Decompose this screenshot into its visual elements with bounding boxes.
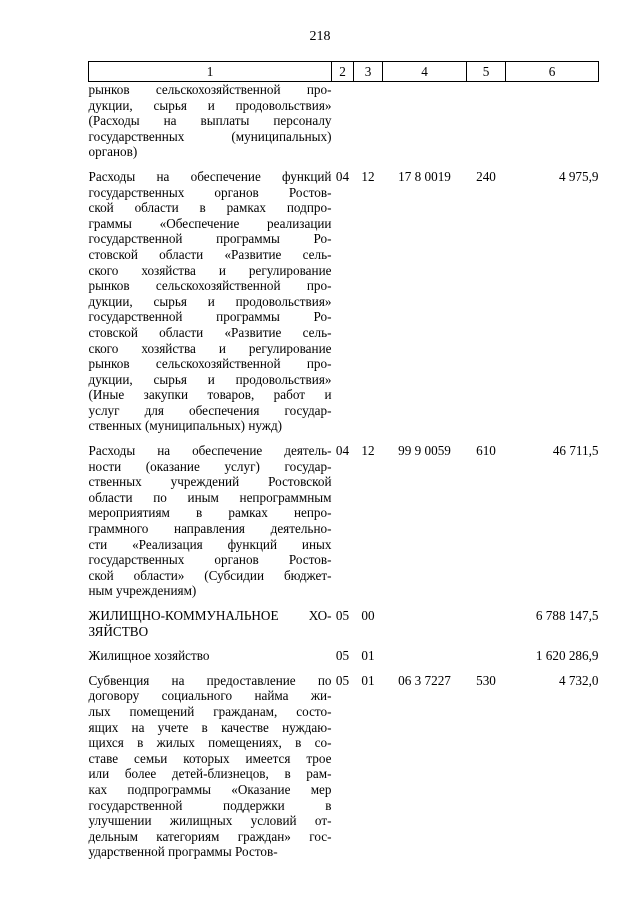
row-description xyxy=(89,160,332,434)
subsection-code xyxy=(354,82,383,160)
description-line: услуг для обеспечения государ- xyxy=(88,402,332,418)
description-line: (Иные закупки товаров, работ и xyxy=(88,387,332,403)
description-line: области по иным непрограммным xyxy=(88,489,332,505)
description-line: или более детей-близнецов, в рам- xyxy=(88,766,332,782)
column-header-6: 6 xyxy=(506,62,599,82)
description-line: сти «Реализация функций иных xyxy=(88,536,332,552)
description-line: ственных (муниципальных) нужд) xyxy=(88,418,283,434)
description-line: мероприятиям в рамках непро- xyxy=(88,505,332,521)
column-header-1: 1 xyxy=(89,62,332,82)
column-header-4: 4 xyxy=(383,62,467,82)
table-row xyxy=(89,664,599,860)
column-header-5: 5 xyxy=(467,62,506,82)
row-description xyxy=(89,664,332,860)
description-line: Жилищное хозяйство xyxy=(88,648,210,664)
amount: 4 732,0 xyxy=(558,672,599,688)
amount: 1 620 286,9 xyxy=(535,648,599,664)
expense-type-code xyxy=(467,599,506,639)
row-description xyxy=(89,639,332,664)
description-line: стовской области «Развитие сель- xyxy=(88,324,332,340)
description-line: улучшении жилищных условий от- xyxy=(88,813,332,829)
section-code: 05 xyxy=(335,672,350,688)
description-line: ящих на учете в качестве нуждаю- xyxy=(88,719,332,735)
description-line: дельным категориям граждан» гос- xyxy=(88,828,332,844)
subsection-code: 01 xyxy=(361,648,375,664)
description-line: дукции, сырья и продовольствия» xyxy=(88,371,332,387)
section-code: 05 xyxy=(335,648,350,664)
description-line: ственных учреждений Ростовской xyxy=(88,474,332,490)
table-row xyxy=(89,639,599,664)
description-line: государственной поддержки в xyxy=(88,797,332,813)
subsection-code: 12 xyxy=(361,443,375,459)
description-line: договору социального найма жи- xyxy=(88,688,332,704)
description-line: Субвенция на предоставление по xyxy=(88,672,332,688)
amount: 46 711,5 xyxy=(552,443,599,459)
budget-table xyxy=(88,61,599,860)
description-line: дукции, сырья и продовольствия» xyxy=(88,293,332,309)
description-line: граммного направления деятельно- xyxy=(88,521,332,537)
description-line: ударственной программы Ростов- xyxy=(88,844,278,860)
table-row xyxy=(89,82,599,160)
description-line: Расходы на обеспечение деятель- xyxy=(88,443,332,459)
expense-type-code xyxy=(467,639,506,664)
target-article-code xyxy=(383,639,467,664)
description-line: рынков сельскохозяйственной про- xyxy=(88,82,332,97)
target-article-code xyxy=(383,599,467,639)
row-description xyxy=(89,599,332,639)
column-header-2: 2 xyxy=(332,62,354,82)
target-article-code xyxy=(383,82,467,160)
target-article-code: 99 9 0059 xyxy=(398,443,451,459)
description-line: ской области в рамках подпро- xyxy=(88,200,332,216)
description-line: Расходы на обеспечение функций xyxy=(88,168,332,184)
subsection-code: 12 xyxy=(361,168,375,184)
description-line: органов) xyxy=(88,144,138,160)
description-line: ской области» (Субсидии бюджет- xyxy=(88,567,332,583)
amount xyxy=(506,82,599,160)
amount: 6 788 147,5 xyxy=(535,608,599,623)
description-line: ках подпрограммы «Оказание мер xyxy=(88,781,332,797)
table-row xyxy=(89,599,599,639)
section-code xyxy=(332,82,354,160)
section-code: 04 xyxy=(335,443,350,459)
page-number: 218 xyxy=(309,29,331,44)
description-line: ЖИЛИЩНО-КОММУНАЛЬНОЕ ХО- xyxy=(88,608,332,623)
row-description xyxy=(89,82,332,160)
description-line: государственных (муниципальных) xyxy=(88,128,332,144)
description-line: ского хозяйства и регулирование xyxy=(88,340,332,356)
description-line: государственных органов Ростов- xyxy=(88,184,332,200)
description-line: государственной программы Ро- xyxy=(88,231,332,247)
target-article-code: 06 3 7227 xyxy=(398,672,451,688)
description-line: (Расходы на выплаты персоналу xyxy=(88,113,332,129)
expense-type-code xyxy=(467,82,506,160)
section-code: 05 xyxy=(335,608,350,623)
description-line: ным учреждениям) xyxy=(88,583,197,599)
column-header-3: 3 xyxy=(354,62,383,82)
table-row xyxy=(89,434,599,599)
description-line: граммы «Обеспечение реализации xyxy=(88,215,332,231)
description-line: государственной программы Ро- xyxy=(88,309,332,325)
row-description xyxy=(89,434,332,599)
description-line: ЗЯЙСТВО xyxy=(88,623,149,639)
description-line: ского хозяйства и регулирование xyxy=(88,262,332,278)
subsection-code: 01 xyxy=(361,672,375,688)
description-line: рынков сельскохозяйственной про- xyxy=(88,356,332,372)
description-line: государственных органов Ростов- xyxy=(88,552,332,568)
target-article-code: 17 8 0019 xyxy=(398,168,451,184)
description-line: ставе семьи которых имеется трое xyxy=(88,750,332,766)
description-line: лых помещений гражданам, состо- xyxy=(88,703,332,719)
expense-type-code: 530 xyxy=(476,672,496,688)
description-line: дукции, сырья и продовольствия» xyxy=(88,97,332,113)
subsection-code: 00 xyxy=(361,608,375,623)
expense-type-code: 240 xyxy=(476,168,496,184)
amount: 4 975,9 xyxy=(558,168,599,184)
expense-type-code: 610 xyxy=(476,443,496,459)
section-code: 04 xyxy=(335,168,350,184)
table-row xyxy=(89,160,599,434)
description-line: щихся в жилых помещениях, в со- xyxy=(88,735,332,751)
description-line: стовской области «Развитие сель- xyxy=(88,246,332,262)
table-body xyxy=(89,82,599,860)
description-line: рынков сельскохозяйственной про- xyxy=(88,278,332,294)
description-line: ности (оказание услуг) государ- xyxy=(88,458,332,474)
table-header-row xyxy=(89,62,599,82)
